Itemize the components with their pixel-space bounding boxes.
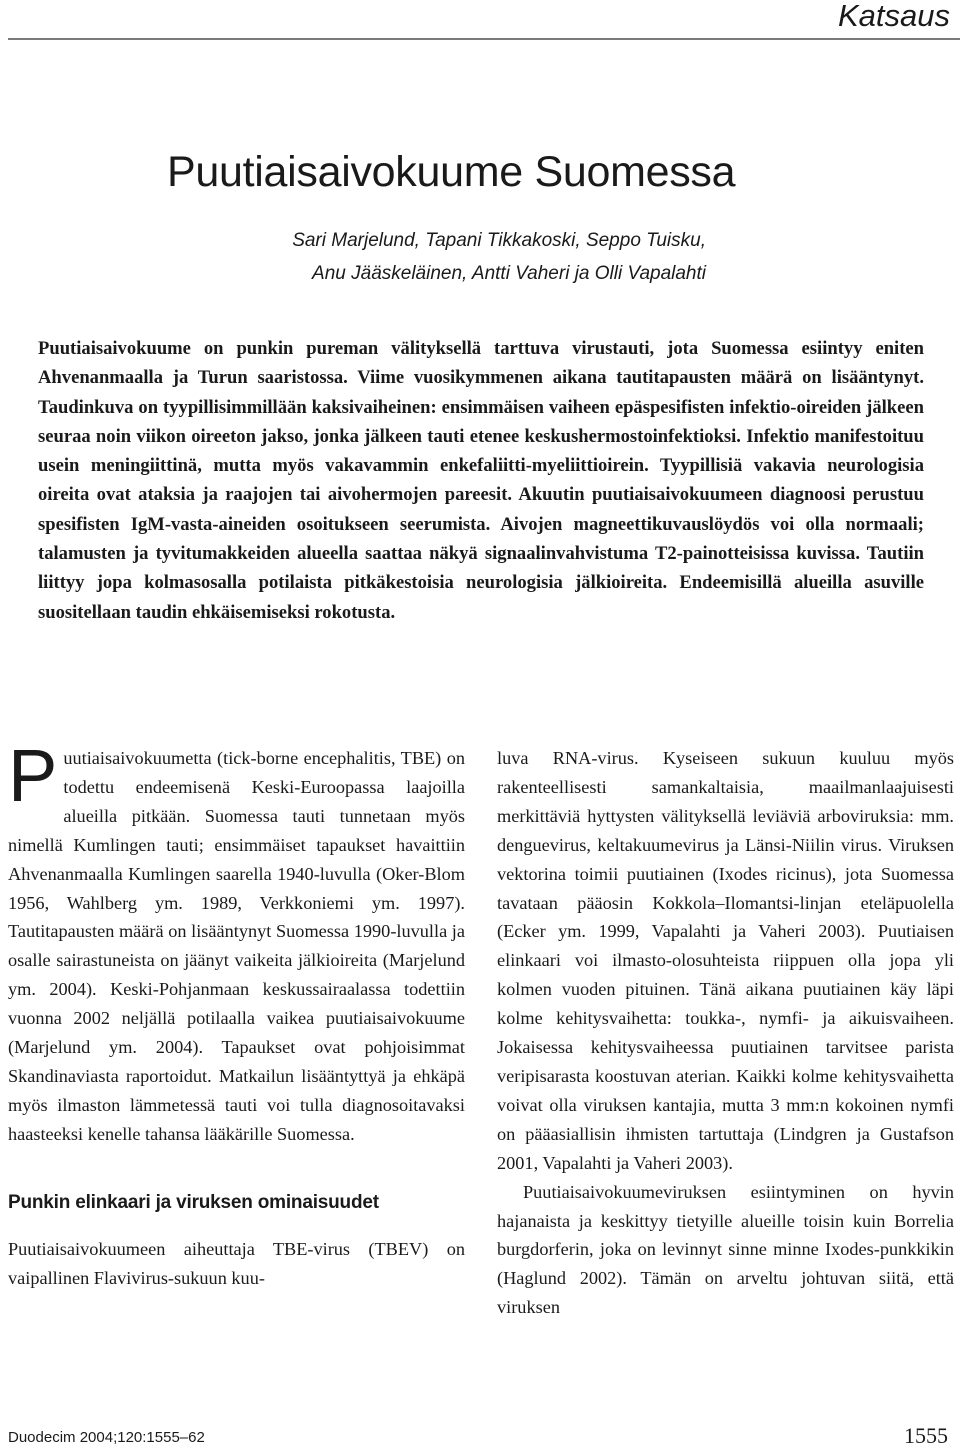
- author-line: Anu Jääskeläinen, Antti Vaheri ja Olli Vapalahti: [312, 263, 706, 284]
- author-line: Sari Marjelund, Tapani Tikkakoski, Seppo Tuisku,: [292, 230, 706, 251]
- drop-cap: P: [8, 734, 58, 817]
- body-column-right: [497, 744, 954, 1322]
- abstract: Puutiaisaivokuume on punkin pureman välityksellä tarttuva virustauti, jota Suomessa esiintyy eniten Ahvenanmaalla ja Turun saaristossa. Viime vuosikymmenen aikana tautitapausten määrä on lisääntynyt. Taudinkuva on tyypillisimmillään kaksivaiheinen: ensimmäisen vaiheen epäspesifisten infektio-oireiden jälkeen seuraa noin viikon oireeton jakso, jonka jälkeen tauti etenee keskushermostoinfektioksi. Infektio manifestoituu usein meningiittinä, mutta myös vakavammin enkefaliitti-myeliittioirein. Tyypillisiä vakavia neurologisia oireita ovat ataksia ja raajojen tai aivohermojen pareesit. Akuutin puutiaisaivokuumeen diagnoosi perustuu spesifisten IgM-vasta-aineiden osoitukseen seerumista. Aivojen magneettikuvauslöydös voi olla normaali; talamusten ja tyvitumakkeiden alueella saattaa näkyä signaalinvahvistuma T2-painotteisissa kuvissa. Tautiin liittyy jopa kolmasosalla potilaista pitkäkestoisia neurologisia jälkioireita. Endeemisillä alueilla asuville suositellaan taudin ehkäisemiseksi rokotusta.: [38, 338, 924, 623]
- page-number: 1555: [904, 1423, 948, 1448]
- body-paragraph: luva RNA-virus. Kyseiseen sukuun kuuluu myös rakenteellisesti samankaltaisia, maailmanlaajuisesti merkittäviä hyttysten välityksellä leviäviä arboviruksia: mm. denguevirus, keltakuumevirus ja Länsi-Niilin virus. Viruksen vektorina toimii puutiainen (Ixodes ricinus), jota Suomessa tavataan pääosin Kokkola–Ilomantsi-linjan eteläpuolella (Ecker ym. 1999, Vapalahti ja Vaheri 2003). Puutiaisen elinkaari voi ilmasto-olosuhteista riippuen olla jopa yli kolmen vuoden pituinen. Tänä aikana puutiainen käy läpi kolme kehitysvaihetta: toukka-, nymfi- ja aikuisvaiheen. Jokaisessa kehitysvaiheessa puutiainen tarvitsee parista veripisarasta koostuvan aterian. Kaikki kolme kehitysvaihetta voivat olla viruksen kantajia, mutta 3 mm:n kokoinen nymfi on pääasiallisin ihmisten tartuttaja (Lindgren ja Gustafson 2001, Vapalahti ja Vaheri 2003).: [497, 748, 954, 1173]
- section-heading: Punkin elinkaari ja viruksen ominaisuudet: [8, 1191, 379, 1213]
- journal-citation: Duodecim 2004;120:1555–62: [8, 1429, 205, 1446]
- section-label: Katsaus: [837, 0, 950, 33]
- author-list: [200, 224, 706, 290]
- header-rule: [8, 38, 960, 40]
- intro-paragraph: [8, 734, 465, 1149]
- body-paragraph: Puutiaisaivokuumeen aiheuttaja TBE-virus (TBEV) on vaipallinen Flavivirus-sukuun kuu-: [8, 1238, 465, 1288]
- article-title: Puutiaisaivokuume Suomessa: [167, 148, 736, 196]
- intro-text: uutiaisaivokuumetta (tick-borne encephalitis, TBE) on todettu endeemisenä Keski-Euroopassa laajoilla alueilla pitkään. Suomessa tauti tunnetaan myös nimellä Kumlingen tauti; ensimmäiset tapaukset havaittiin Ahvenanmaalla Kumlingen saarella 1940-luvulla (Oker-Blom 1956, Wahlberg ym. 1989, Verkkoniemi ym. 1997). Tautitapausten määrä on lisääntynyt Suomessa 1990-luvulla ja osalle sairastuneista on jäänyt vaikeita jälkioireita (Marjelund ym. 2004). Keski-Pohjanmaan keskussairaalassa todettiin vuonna 2002 neljällä potilaalla vaikea puutiaisaivokuume (Marjelund ym. 2004). Tapaukset ovat pohjoisimmat Skandinaviasta raportoidut. Matkailun lisääntyttyä ja ehkäpä myös ilmaston lämmetessä tauti voi tulla diagnosoitavaksi haasteeksi kenelle tahansa lääkärille Suomessa.: [8, 748, 465, 1144]
- body-paragraph: Puutiaisaivokuumeviruksen esiintyminen on hyvin hajanaista ja keskittyy tietyille alueille toisin kuin Borrelia burgdorferin, joka on levinnyt sinne minne Ixodes-punkkikin (Haglund 2002). Tämän on arveltu johtuvan siitä, että viruksen: [497, 1181, 954, 1318]
- body-column-left: [8, 734, 465, 1293]
